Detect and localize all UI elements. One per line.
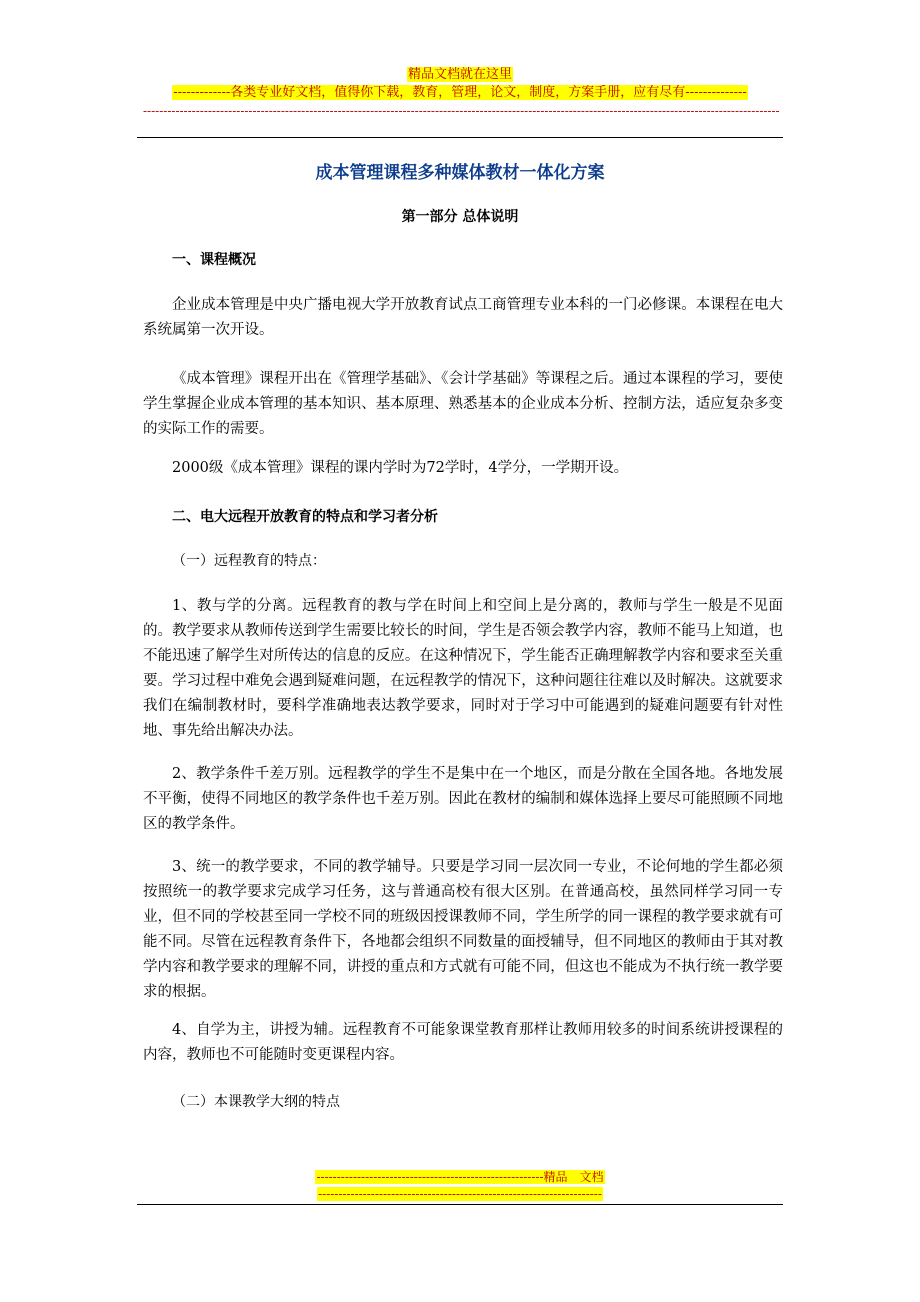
subsection-heading-syllabus: （二）本课教学大纲的特点 [172, 1094, 340, 1110]
paragraph: 《成本管理》课程开出在《管理学基础》、《会计学基础》等课程之后。通过本课程的学习，要使学生掌握企业成本管理的基本知识、基本原理、熟悉基本的企业成本分析、控制方法，适应复杂多变的实际工作的需要。 [143, 371, 783, 437]
paragraph: 企业成本管理是中央广播电视大学开放教育试点工商管理专业本科的一门必修课。本课程在电大系统属第一次开设。 [143, 297, 783, 338]
section-heading-distance-education: 二、电大远程开放教育的特点和学习者分析 [172, 509, 438, 525]
footer-text-2: ---------------------------------------------------------------------- [318, 1187, 602, 1201]
part-title: 第一部分 总体说明 [401, 209, 519, 225]
paragraph: 2000级《成本管理》课程的课内学时为72学时，4学分，一学期开设。 [172, 460, 629, 476]
header-subtitle-text: -------------各类专业好文档，值得你下载，教育，管理，论文，制度，方案手册，应有尽有-------------- [173, 85, 747, 100]
footer-text-1: --------------------------------------------------------精品 文档 [316, 1170, 604, 1184]
list-point: 4、自学为主，讲授为辅。远程教育不可能象课堂教育那样让教师用较多的时间系统讲授课程的内容，教师也不可能随时变更课程内容。 [143, 1022, 783, 1063]
header-banner-subtitle [0, 84, 920, 101]
header-banner-title [0, 66, 920, 83]
header-divider [137, 137, 783, 138]
document-title: 成本管理课程多种媒体教材一体化方案 [315, 163, 605, 183]
list-point: 1、教与学的分离。远程教育的教与学在时间上和空间上是分离的，教师与学生一般是不见面的。教学要求从教师传送到学生需要比较长的时间，学生是否领会教学内容，教师不能马上知道，也不能迅速了解学生对所传达的信息的反应。在这种情况下，学生能否正确理解教学内容和要求至关重要。学习过程中难免会遇到疑难问题，在远程教学的情况下，这种问题往往难以及时解决。这就要求我们在编制教材时，要科学准确地表达教学要求，同时对于学习中可能遇到的疑难问题要有针对性地、事先给出解决办法。 [143, 598, 783, 739]
section-heading-course-overview: 一、课程概况 [172, 252, 256, 268]
subsection-heading-features: （一）远程教育的特点： [172, 553, 326, 569]
list-point: 3、统一的教学要求，不同的教学辅导。只要是学习同一层次同一专业，不论何地的学生都必须按照统一的教学要求完成学习任务，这与普通高校有很大区别。在普通高校，虽然同样学习同一专业，但不同的学校甚至同一学校不同的班级因授课教师不同，学生所学的同一课程的教学要求就有可能不同。尽管在远程教育条件下，各地都会组织不同数量的面授辅导，但不同地区的教师由于其对教学内容和教学要求的理解不同，讲授的重点和方式就有可能不同，但这也不能成为不执行统一教学要求的根据。 [143, 859, 783, 1000]
header-dash-line: ------------------------------------------------------------------------------------------------------------------------------------------------------------- [143, 104, 780, 118]
footer-line-1 [0, 1169, 920, 1186]
list-point: 2、教学条件千差万别。远程教学的学生不是集中在一个地区，而是分散在全国各地。各地发展不平衡，使得不同地区的教学条件也千差万别。因此在教材的编制和媒体选择上要尽可能照顾不同地区的教学条件。 [143, 766, 783, 832]
footer-divider [137, 1204, 783, 1205]
header-title-text: 精品文档就在这里 [407, 67, 512, 82]
footer-line-2 [0, 1186, 920, 1202]
